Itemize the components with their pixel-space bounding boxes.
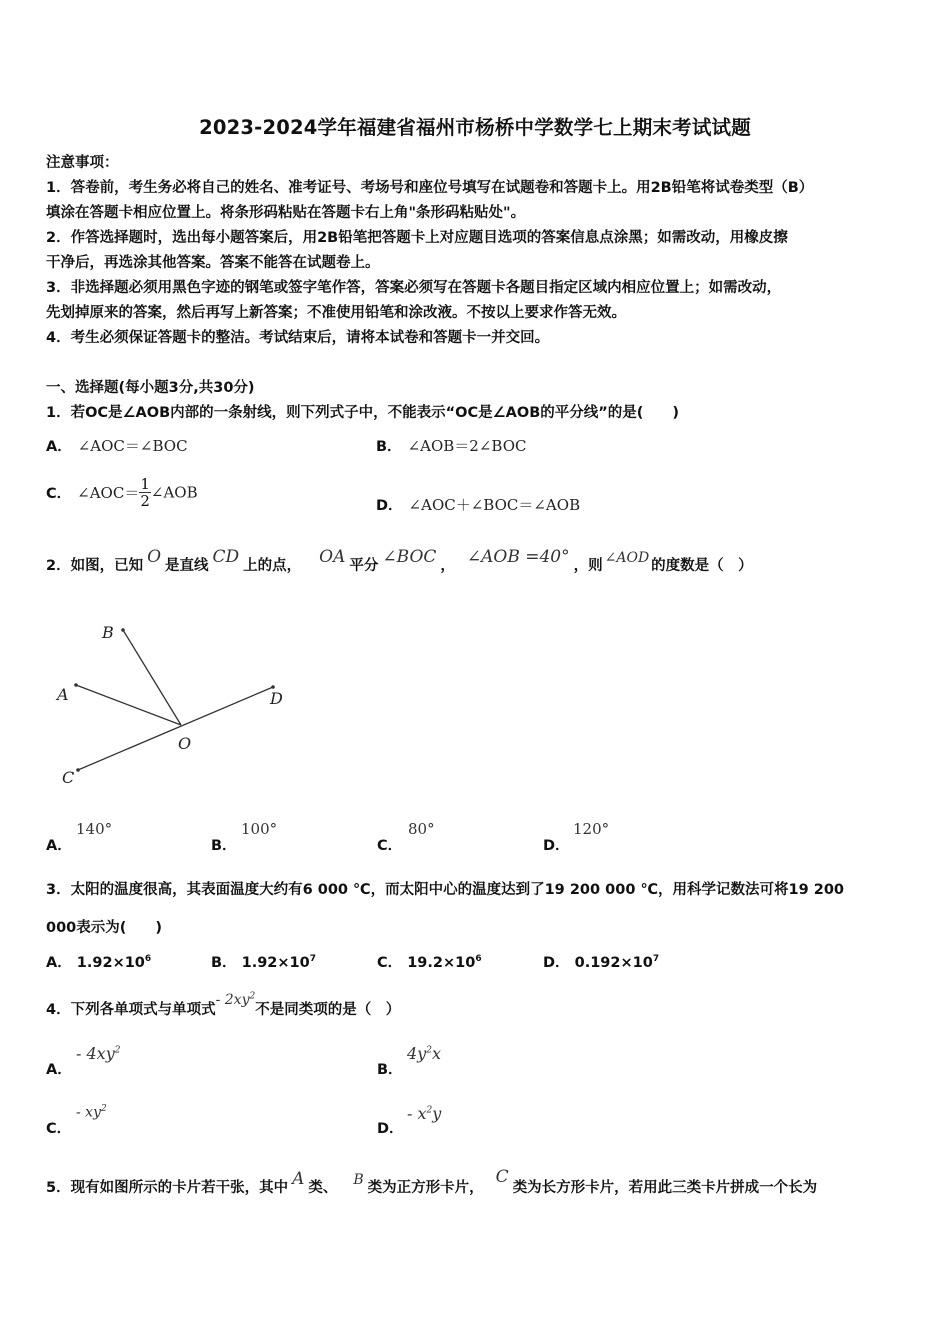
fraction-numerator: 1 (140, 475, 150, 493)
option-value: 140° (76, 820, 113, 838)
q4-text: 不是同类项的是（ ） (255, 1002, 401, 1018)
q2-math: ∠AOD (604, 550, 650, 566)
q4-math (216, 992, 256, 1008)
option-exponent: 2 (426, 1045, 432, 1056)
option-label: D． (376, 498, 403, 514)
q3-option-a (46, 951, 151, 972)
option-value: 100° (241, 820, 278, 838)
question-3-line: 3．太阳的温度很高，其表面温度大约有6 000 ℃，而太阳中心的温度达到了19 200 000 ℃，用科学记数法可将19 200 (46, 882, 845, 898)
option-value (407, 1044, 441, 1063)
notice-line: 干净后，再选涂其他答案。答案不能答在试题卷上。 (46, 255, 380, 271)
q2-option-b (211, 834, 237, 855)
question-1-stem: 1．若OC是∠AOB内部的一条射线，则下列式子中，不能表示“OC是∠AOB的平分线”的是( ) (46, 405, 680, 421)
q4-expr: - 2xy (215, 992, 250, 1008)
notice-heading: 注意事项： (46, 155, 119, 171)
option-label: C． (377, 955, 403, 971)
option-exponent: 2 (101, 1104, 107, 1114)
q2-math: ∠BOC (382, 547, 437, 567)
option-expr: - x (407, 1104, 427, 1123)
label-b: B (102, 623, 114, 642)
option-value (76, 1044, 120, 1063)
line-cd (78, 687, 273, 770)
q3-option-b (211, 951, 316, 972)
label-d: D (270, 689, 283, 708)
option-label: B． (211, 955, 237, 971)
option-value: 0.192×10 (574, 955, 653, 971)
option-expr: y (432, 1104, 442, 1123)
ray-ob (123, 630, 181, 725)
option-expr: 4y (407, 1044, 427, 1063)
notice-line: 3．非选择题必须用黑色字迹的钢笔或签字笔作答，答案必须写在答题卡各题目指定区域内相应位置上；如需改动， (46, 280, 782, 296)
option-value: 1.92×10 (76, 955, 145, 971)
q4-option-b: B． (377, 1062, 403, 1078)
notice-line: 4．考生必须保证答题卡的整洁。考试结束后，请将本试卷和答题卡一并交回。 (46, 330, 550, 346)
point-c (76, 768, 80, 772)
option-expr: x (431, 1044, 441, 1063)
label-o: O (178, 734, 192, 753)
q4-text: 4．下列各单项式与单项式 (46, 1002, 216, 1018)
q5-text: 类为长方形卡片，若用此三类卡片拼成一个长为 (512, 1180, 818, 1196)
question-2-stem (46, 547, 753, 579)
label-a: A (57, 685, 69, 704)
q3-option-c (377, 951, 482, 972)
label-c: C (62, 768, 75, 787)
q2-text: 上的点， (243, 558, 302, 574)
q2-text: ，则 (573, 558, 603, 574)
option-label: A． (46, 838, 72, 854)
option-value (407, 1104, 441, 1123)
option-label: A． (46, 439, 72, 455)
option-value: ∠AOB (150, 483, 198, 502)
q2-text: 2．如图，已知 (46, 558, 144, 574)
q4-expr-exponent: 2 (249, 991, 256, 1002)
question-4-stem (46, 991, 401, 1019)
question-3-line: 000表示为( ) (46, 920, 163, 936)
option-value: ∠AOC＋∠BOC＝∠AOB (408, 496, 581, 514)
q5-math: B (353, 1172, 364, 1188)
q2-text: ， (440, 558, 455, 574)
q2-text: 的度数是（ ） (651, 558, 753, 574)
option-value: 120° (573, 820, 610, 838)
option-label: A． (46, 955, 72, 971)
q5-math: C (495, 1167, 509, 1187)
q2-math: OA (319, 547, 346, 567)
q2-math: O (147, 547, 162, 567)
option-label: D． (543, 955, 570, 971)
option-label: D． (543, 838, 570, 854)
notice-line: 2．作答选择题时，选出每小题答案后，用2B铅笔把答题卡上对应题目选项的答案信息点涂黑；如需改动，用橡皮擦 (46, 230, 788, 246)
option-label: C． (46, 486, 72, 502)
option-exponent: 6 (475, 954, 482, 965)
q4-option-a: A． (46, 1062, 72, 1078)
q2-option-a (46, 834, 72, 855)
q5-text: 类为正方形卡片， (367, 1180, 484, 1196)
point-a (74, 683, 78, 687)
point-b (121, 628, 125, 632)
q2-math: ∠AOB =40° (466, 547, 570, 567)
option-value: ∠AOC＝ (77, 484, 140, 502)
option-exponent: 7 (309, 954, 316, 965)
q4-option-d: D． (377, 1121, 404, 1137)
q3-option-d (543, 951, 659, 972)
q1-option-c (46, 476, 198, 509)
option-value: ∠AOB＝2∠BOC (407, 437, 527, 455)
fraction (139, 476, 151, 509)
q1-option-b (376, 435, 526, 456)
notice-line: 填涂在答题卡相应位置上。将条形码粘贴在答题卡右上角"条形码粘贴处"。 (46, 205, 526, 221)
q2-text: 平分 (349, 558, 379, 574)
q2-math: CD (212, 547, 240, 567)
option-value (76, 1104, 107, 1121)
option-expr: - xy (76, 1104, 101, 1121)
option-exponent: 2 (114, 1045, 121, 1056)
q2-option-d (543, 834, 570, 855)
q2-option-c (377, 834, 402, 855)
q1-option-d (376, 494, 580, 515)
option-exponent: 2 (426, 1105, 433, 1116)
option-value: 1.92×10 (241, 955, 310, 971)
q1-option-a (46, 435, 188, 456)
angle-diagram (45, 615, 305, 795)
option-value: ∠AOC＝∠BOC (77, 437, 188, 455)
option-exponent: 6 (144, 954, 152, 965)
q5-math: A (292, 1169, 305, 1189)
notice-line: 先划掉原来的答案，然后再写上新答案；不准使用铅笔和涂改液。不按以上要求作答无效。 (46, 305, 626, 321)
q5-text: 5．现有如图所示的卡片若干张，其中 (46, 1180, 289, 1196)
option-exponent: 7 (652, 954, 660, 965)
notice-line: 1．答卷前，考生务必将自己的姓名、准考证号、考场号和座位号填写在试题卷和答题卡上。用2B铅笔将试卷类型（B） (46, 180, 814, 196)
option-value: 80° (408, 820, 435, 838)
option-label: B． (376, 439, 402, 455)
q2-text: 是直线 (165, 558, 209, 574)
q4-option-c: C． (46, 1121, 72, 1137)
option-label: B． (211, 838, 237, 854)
question-5-stem (46, 1167, 818, 1201)
option-value: 19.2×10 (407, 955, 476, 971)
ray-oa (76, 685, 181, 725)
option-label: C． (377, 838, 403, 854)
fraction-denominator: 2 (140, 492, 150, 510)
page-title: 2023-2024学年福建省福州市杨桥中学数学七上期末考试试题 (199, 116, 751, 139)
q5-text: 类、 (308, 1180, 338, 1196)
section-heading: 一、选择题(每小题3分,共30分) (46, 380, 255, 396)
option-expr: - 4xy (76, 1044, 115, 1063)
